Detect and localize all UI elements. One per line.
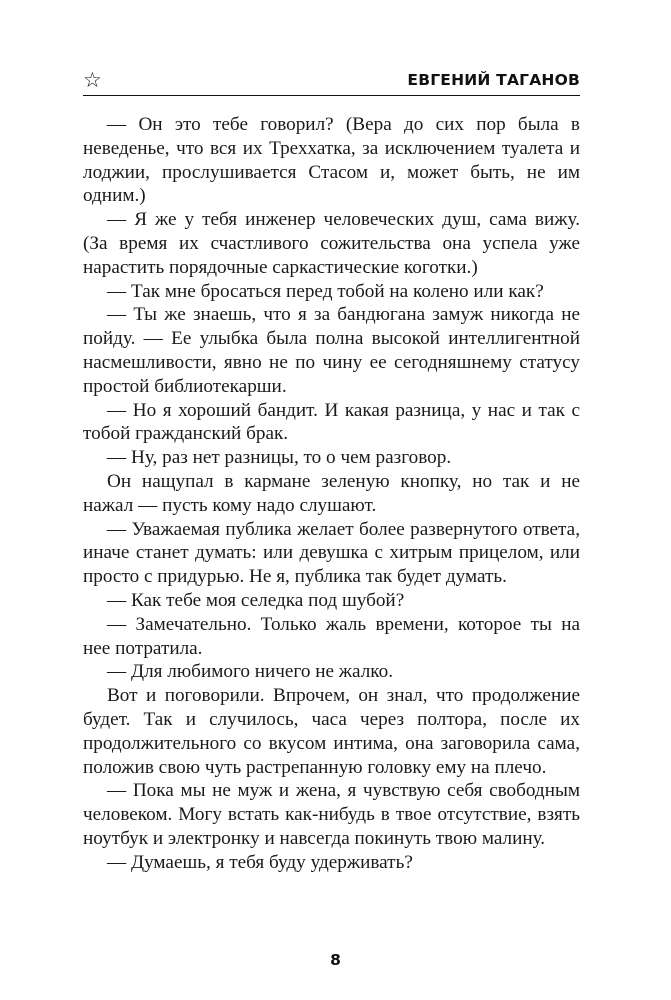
paragraph: — Замечательно. Только жаль времени, которое ты на нее потратила.	[83, 613, 580, 659]
paragraph: — Он это тебе говорил? (Вера до сих пор была в неведенье, что вся их Треххатка, за исключением туалета и лоджии, прослушивается Стасом и, может быть, не им одним.)	[83, 114, 580, 207]
running-header	[83, 68, 580, 94]
paragraph: — Уважаемая публика желает более развернутого ответа, иначе станет думать: или девушка с хитрым прицелом, или просто с придурью. Не я, публика так будет думать.	[83, 518, 580, 588]
page-number: 8	[330, 951, 341, 969]
paragraph: — Но я хороший бандит. И какая разница, у нас и так с тобой гражданский брак.	[83, 399, 580, 445]
body-text	[83, 113, 580, 875]
paragraph: — Ну, раз нет разницы, то о чем разговор.	[107, 447, 452, 469]
header-divider	[83, 95, 580, 96]
paragraph: — Я же у тебя инженер человеческих душ, сама вижу. (За время их счастливого сожительства она успела уже нарастить порядочные саркастические коготки.)	[83, 209, 580, 278]
paragraph: — Думаешь, я тебя буду удерживать?	[107, 851, 413, 873]
paragraph: — Так мне бросаться перед тобой на колено или как?	[107, 280, 544, 302]
author-name: ЕВГЕНИЙ ТАГАНОВ	[407, 71, 580, 89]
paragraph: Вот и поговорили. Впрочем, он знал, что продолжение будет. Так и случилось, часа через полтора, после их продолжительного со вкусом интима, она заговорила сама, положив свою чуть растрепанную головку ему на плечо.	[83, 685, 580, 778]
star-icon: ☆	[83, 68, 102, 92]
paragraph: — Как тебе моя селедка под шубой?	[107, 589, 405, 611]
paragraph: — Для любимого ничего не жалко.	[107, 661, 394, 683]
paragraph: — Пока мы не муж и жена, я чувствую себя свободным человеком. Могу встать как-нибудь в твое отсутствие, взять ноутбук и электронку и навсегда покинуть твою малину.	[83, 780, 580, 849]
paragraph: — Ты же знаешь, что я за бандюгана замуж никогда не пойду. — Ее улыбка была полна высокой интеллигентной насмешливости, явно не по чину ее сегодняшнему статусу простой библиотекарши.	[83, 304, 580, 397]
paragraph: Он нащупал в кармане зеленую кнопку, но так и не нажал — пусть кому надо слушают.	[83, 470, 580, 516]
